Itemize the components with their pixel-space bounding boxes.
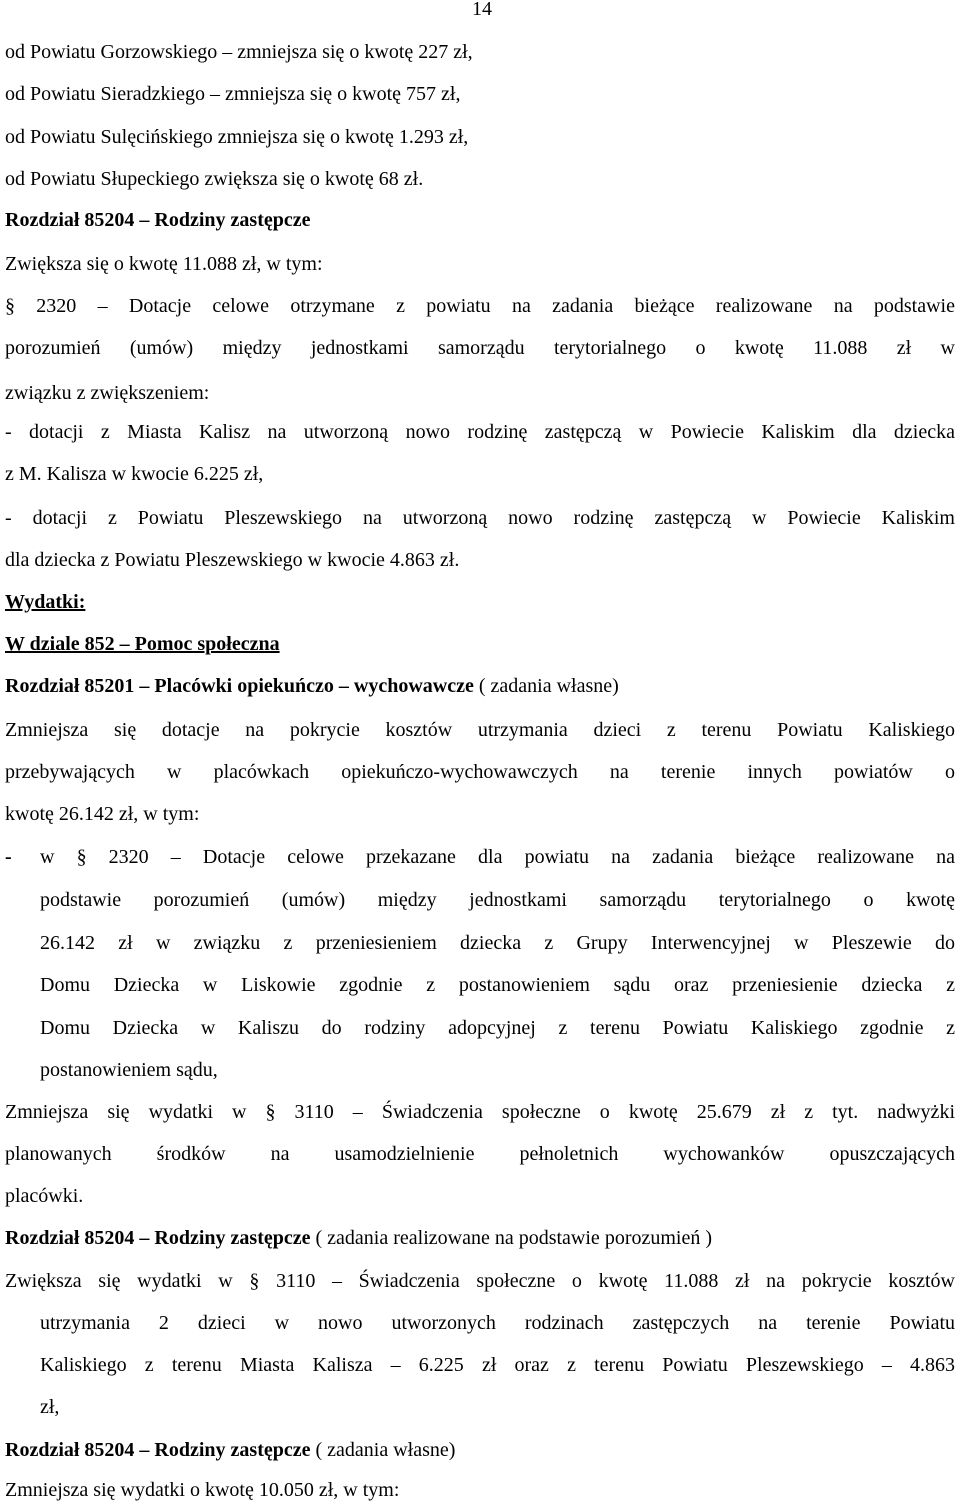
text-line: dla dziecka z Powiatu Pleszewskiego w kwocie 4.863 zł. <box>5 549 460 571</box>
text-line: Zwiększa się wydatki w § 3110 – Świadczenia społeczne o kwotę 11.088 zł na pokrycie kosztów <box>5 1270 955 1292</box>
list-dash: - <box>5 846 12 868</box>
text-line: placówki. <box>5 1185 84 1207</box>
chapter-line <box>5 1438 955 1462</box>
text-line: od Powiatu Słupeckiego zwiększa się o kwotę 68 zł. <box>5 168 424 190</box>
text-line: od Powiatu Sieradzkiego – zmniejsza się o kwotę 757 zł, <box>5 83 461 105</box>
text-line: od Powiatu Gorzowskiego – zmniejsza się o kwotę 227 zł, <box>5 41 473 63</box>
chapter-title: Rozdział 85201 – Placówki opiekuńczo – wychowawcze <box>5 675 474 697</box>
text-line: od Powiatu Sulęcińskiego zmniejsza się o kwotę 1.293 zł, <box>5 126 469 148</box>
chapter-note: ( zadania własne) <box>473 675 619 697</box>
text-line: Zmniejsza się wydatki w § 3110 – Świadczenia społeczne o kwotę 25.679 zł z tyt. nadwyżki <box>5 1101 955 1123</box>
chapter-line <box>5 674 955 698</box>
text-line: kwotę 26.142 zł, w tym: <box>5 803 200 825</box>
page-number: 14 <box>472 0 492 20</box>
text-line: Domu Dziecka w Liskowie zgodnie z postanowieniem sądu oraz przeniesienie dziecka z <box>40 974 955 996</box>
text-line: zł, <box>40 1396 60 1418</box>
text-line: związku z zwiększeniem: <box>5 382 210 404</box>
chapter-note: ( zadania własne) <box>310 1439 456 1461</box>
text-line: 26.142 zł w związku z przeniesieniem dziecka z Grupy Interwencyjnej w Pleszewie do <box>40 932 955 954</box>
section-heading: Wydatki: <box>5 591 86 613</box>
text-line: Domu Dziecka w Kaliszu do rodziny adopcyjnej z terenu Powiatu Kaliskiego zgodnie z <box>40 1017 955 1039</box>
text-line: postanowieniem sądu, <box>40 1059 218 1081</box>
text-line: z M. Kalisza w kwocie 6.225 zł, <box>5 463 264 485</box>
text-line: Zwiększa się o kwotę 11.088 zł, w tym: <box>5 253 323 275</box>
text-line: podstawie porozumień (umów) między jednostkami samorządu terytorialnego o kwotę <box>40 889 955 911</box>
section-heading: Rozdział 85204 – Rodziny zastępcze <box>5 209 311 231</box>
chapter-title: Rozdział 85204 – Rodziny zastępcze <box>5 1227 311 1249</box>
text-line: - dotacji z Powiatu Pleszewskiego na utworzoną nowo rodzinę zastępczą w Powiecie Kaliskim <box>5 507 955 529</box>
text-line: Kaliskiego z terenu Miasta Kalisza – 6.225 zł oraz z terenu Powiatu Pleszewskiego – 4.863 <box>40 1354 955 1376</box>
text-line: Zmniejsza się wydatki o kwotę 10.050 zł, w tym: <box>5 1479 400 1501</box>
chapter-note: ( zadania realizowane na podstawie porozumień ) <box>310 1227 712 1249</box>
text-line: § 2320 – Dotacje celowe otrzymane z powiatu na zadania bieżące realizowane na podstawie <box>5 295 955 317</box>
text-line: porozumień (umów) między jednostkami samorządu terytorialnego o kwotę 11.088 zł w <box>5 337 955 359</box>
chapter-title: Rozdział 85204 – Rodziny zastępcze <box>5 1439 311 1461</box>
text-line: Zmniejsza się dotacje na pokrycie kosztów utrzymania dzieci z terenu Powiatu Kaliskiego <box>5 719 955 741</box>
chapter-line <box>5 1226 955 1250</box>
text-line: utrzymania 2 dzieci w nowo utworzonych rodzinach zastępczych na terenie Powiatu <box>40 1312 955 1334</box>
section-heading: W dziale 852 – Pomoc społeczna <box>5 633 280 655</box>
text-line: przebywających w placówkach opiekuńczo-wychowawczych na terenie innych powiatów o <box>5 761 955 783</box>
text-line: planowanych środków na usamodzielnienie pełnoletnich wychowanków opuszczających <box>5 1143 955 1165</box>
text-line: w § 2320 – Dotacje celowe przekazane dla powiatu na zadania bieżące realizowane na <box>40 846 955 868</box>
text-line: - dotacji z Miasta Kalisz na utworzoną nowo rodzinę zastępczą w Powiecie Kaliskim dla dziecka <box>5 421 955 443</box>
